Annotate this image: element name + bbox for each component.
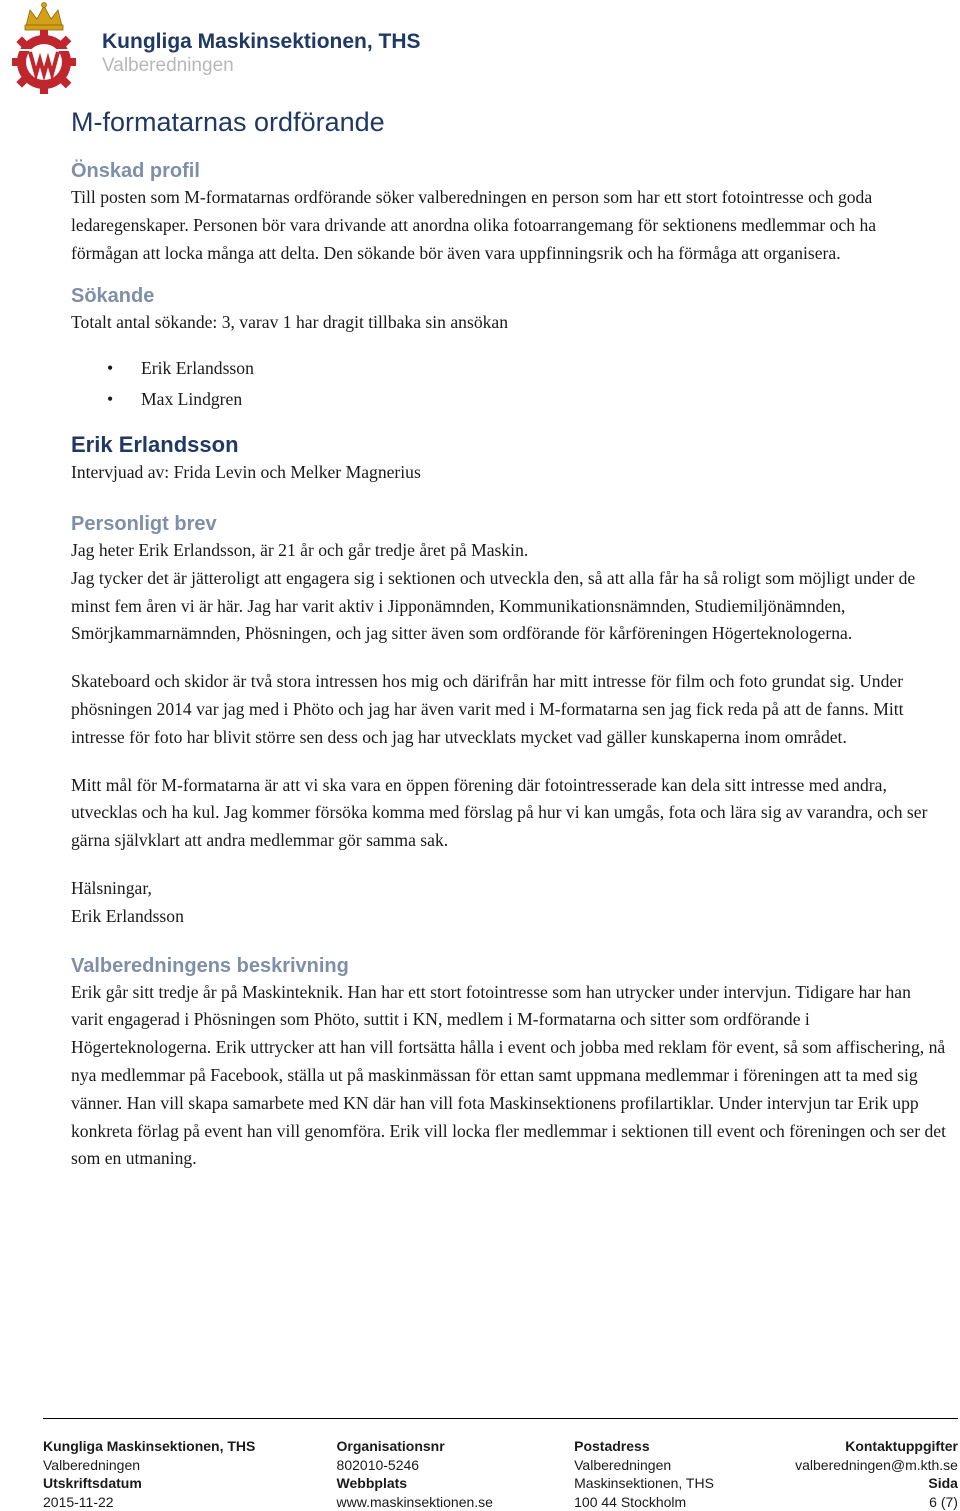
interviewed-by: Intervjuad av: Frida Levin och Melker Magnerius — [71, 459, 946, 487]
candidate-name-heading: Erik Erlandsson — [71, 431, 946, 459]
footer-value: 802010-5246 — [337, 1456, 493, 1475]
page-footer — [43, 1418, 958, 1511]
footer-label: Utskriftsdatum — [43, 1474, 255, 1493]
letter-signature: Erik Erlandsson — [71, 903, 946, 931]
document-body — [71, 107, 946, 1173]
list-item: • Max Lindgren — [71, 384, 946, 415]
description-heading: Valberedningens beskrivning — [71, 953, 946, 979]
letter-paragraph: Mitt mål för M-formatarna är att vi ska vara en öppen förening där fotointresserade kan dela sitt intresse med andra, utvecklas och ha kul. Jag kommer försöka komma med förslag på hur vi kan umgås, fota och lära sig av varandra, och ser gärna självklart att andra medlemmar gör samma sak. — [71, 772, 946, 855]
profile-text: Till posten som M-formatarnas ordförande söker valberedningen en person som har ett stort fotointresse och goda ledaregenskaper. Personen bör vara drivande att anordna olika fotoarrangemang för sektionens medlemmar och ha förmågan att locka många att delta. Den sökande bör även vara uppfinningsrik och ha förmåga att organisera. — [71, 184, 946, 267]
footer-label: Organisationsnr — [337, 1437, 493, 1456]
footer-value: Maskinsektionen, THS — [574, 1474, 714, 1493]
page-title: M-formatarnas ordförande — [71, 107, 946, 138]
footer-value: Valberedningen — [574, 1456, 714, 1475]
list-item: • Erik Erlandsson — [71, 353, 946, 384]
letter-heading: Personligt brev — [71, 511, 946, 537]
footer-col-orgnr — [337, 1437, 493, 1511]
footer-label: Kungliga Maskinsektionen, THS — [43, 1437, 255, 1456]
footer-value: 100 44 Stockholm — [574, 1493, 714, 1511]
footer-col-address — [574, 1437, 714, 1511]
applicants-list — [71, 353, 946, 415]
applicants-summary: Totalt antal sökande: 3, varav 1 har dragit tillbaka sin ansökan — [71, 309, 946, 337]
profile-heading: Önskad profil — [71, 158, 946, 184]
footer-col-org — [43, 1437, 255, 1511]
description-text: Erik går sitt tredje år på Maskinteknik. Han har ett stort fotointresse som han utrycker under intervjun. Tidigare har han varit engagerad i Phösningen som Phöto, suttit i KN, medlem i M-formatarna och sitter som ordförande i Högerteknologerna. Erik uttrycker att han vill fortsätta hålla i event och jobba med reklam för event, så som affischering, nå nya medlemmar på Facebook, ställa ut på maskinmässan för ettan samt uppmana medlemmar i föreningen att ta med sig vänner. Han vill skapa samarbete med KN där han vill fota Maskinsektionens profilartiklar. Under intervjun tar Erik upp konkreta förlag på event han vill genomföra. Erik vill locka fler medlemmar i sektionen till event och föreningen och ser det som en utmaning. — [71, 979, 946, 1174]
footer-label: Kontaktuppgifter — [795, 1437, 958, 1456]
header-subtitle: Valberedningen — [102, 55, 234, 77]
footer-label: Sida — [795, 1474, 958, 1493]
applicants-heading: Sökande — [71, 283, 946, 309]
page-number: 6 (7) — [795, 1493, 958, 1511]
footer-value: 2015-11-22 — [43, 1493, 255, 1511]
letter-paragraph: Jag heter Erik Erlandsson, är 21 år och går tredje året på Maskin. — [71, 537, 946, 565]
letter-paragraph: Jag tycker det är jätteroligt att engagera sig i sektionen och utveckla den, så att alla får ha så roligt som möjligt under de minst fem åren vi är här. Jag har varit aktiv i Jipponämnden, Kommunikationsnämnden, Studiemiljönämnden, Smörjkammarnämnden, Phösningen, och jag sitter även som ordförande för kårföreningen Högerteknologerna. — [71, 565, 946, 648]
footer-label: Webbplats — [337, 1474, 493, 1493]
footer-value: Valberedningen — [43, 1456, 255, 1475]
footer-label: Postadress — [574, 1437, 714, 1456]
letter-greeting: Hälsningar, — [71, 875, 946, 903]
footer-website-link[interactable]: www.maskinsektionen.se — [337, 1493, 493, 1511]
ths-maskinsektionen-crest-icon — [8, 0, 80, 100]
header-org-name: Kungliga Maskinsektionen, THS — [102, 30, 421, 54]
footer-email-link[interactable]: valberedningen@m.kth.se — [795, 1456, 958, 1475]
letter-paragraph: Skateboard och skidor är två stora intressen hos mig och därifrån har mitt intresse för film och foto grundat sig. Under phösningen 2014 var jag med i Phöto och jag har även varit med i M-formatarna sen jag fick reda på att de fanns. Mitt intresse för foto har blivit större sen dess och jag har utvecklats mycket vad gäller kunskaperna inom området. — [71, 668, 946, 751]
footer-col-contact — [795, 1437, 958, 1511]
